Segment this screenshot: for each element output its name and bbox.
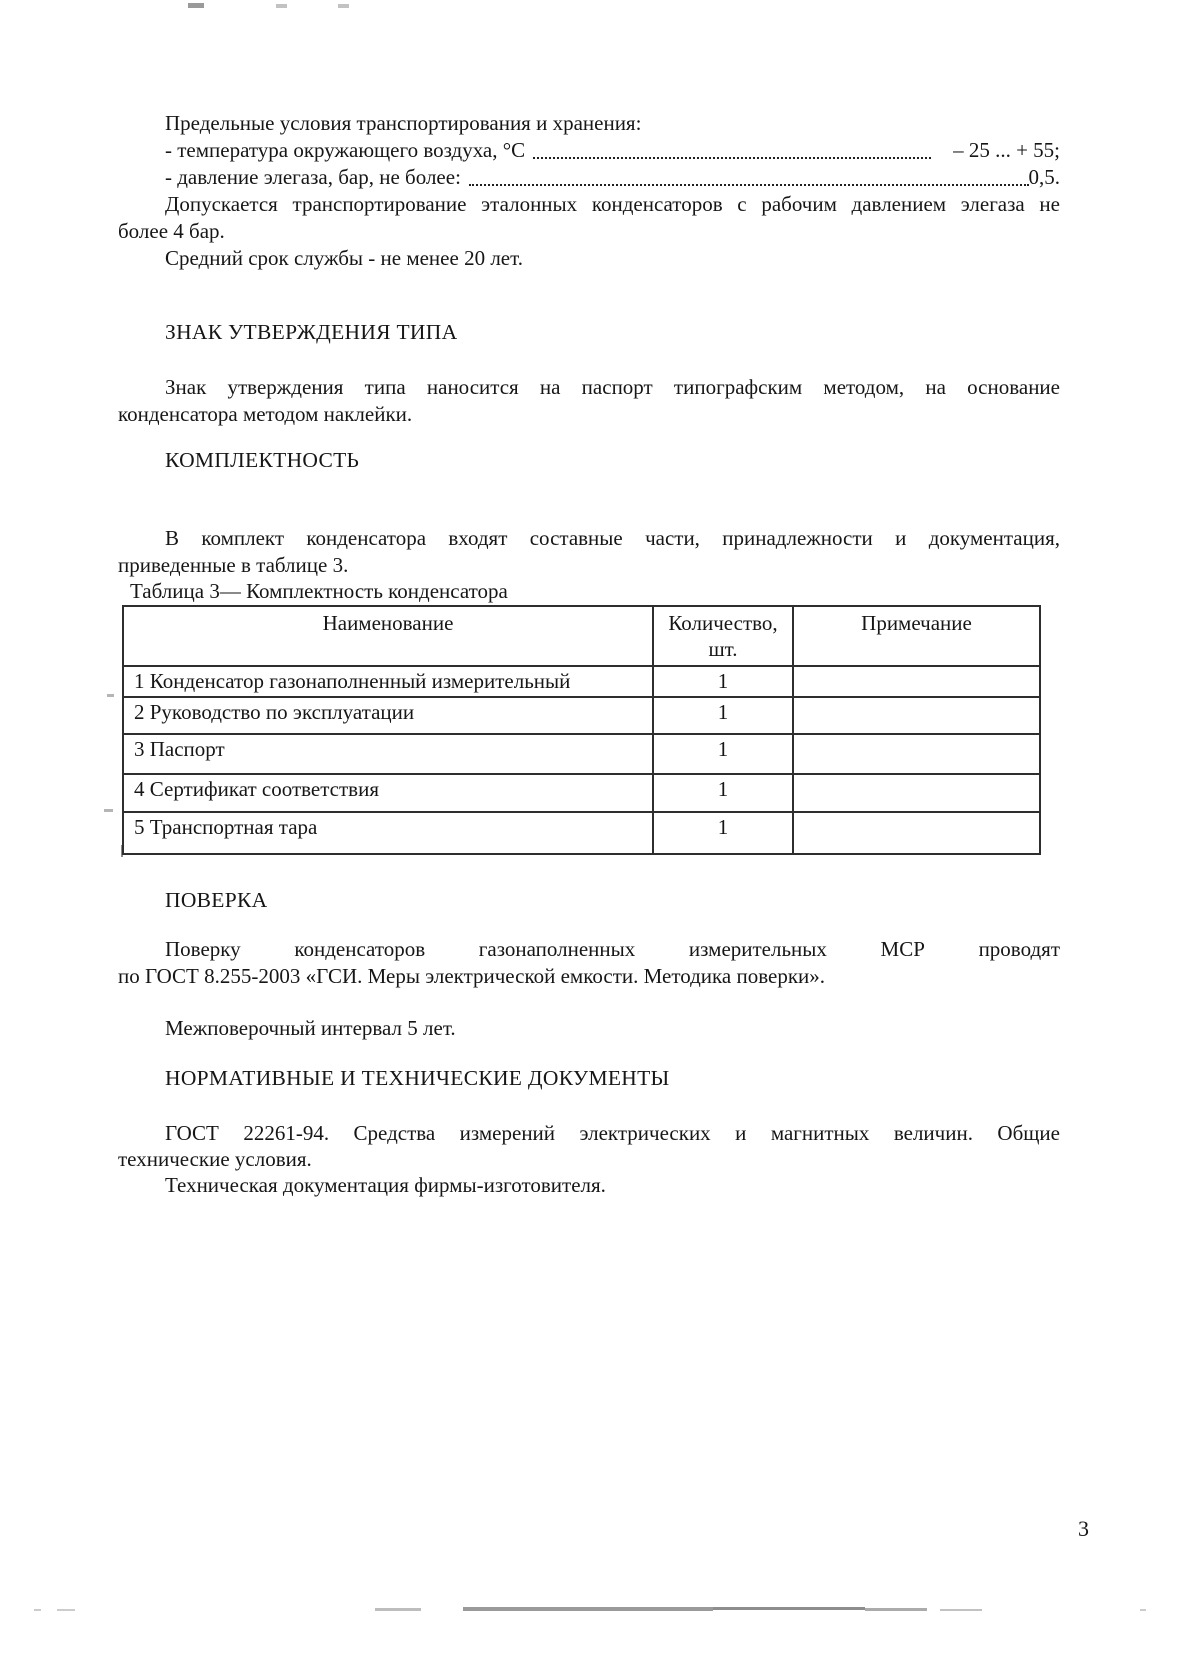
- item-name: 5 Транспортная тара: [123, 812, 653, 854]
- item-name: 4 Сертификат соответствия: [123, 774, 653, 812]
- completeness-table: [122, 605, 1041, 855]
- normative-heading: НОРМАТИВНЫЕ И ТЕХНИЧЕСКИЕ ДОКУМЕНТЫ: [165, 1066, 670, 1090]
- verification-paragraph: [118, 936, 1060, 990]
- column-header-quantity-line1: Количество,: [668, 611, 778, 635]
- temperature-label: - температура окружающего воздуха, °С: [165, 138, 526, 162]
- page-number: 3: [1078, 1516, 1089, 1541]
- dot-leader: [533, 157, 931, 159]
- normative-paragraph: [118, 1120, 1060, 1198]
- transport-permission-line1: Допускается транспортирование эталонных конденсаторов с рабочим давлением элегаза не: [165, 192, 1060, 216]
- verification-heading: ПОВЕРКА: [165, 888, 268, 912]
- normative-line3: Техническая документация фирмы-изготовителя.: [165, 1173, 606, 1197]
- transport-permission-line2: более 4 бар.: [118, 219, 225, 243]
- storage-conditions-title: Предельные условия транспортирования и хранения:: [165, 111, 642, 135]
- column-header-quantity-line2: шт.: [708, 637, 738, 661]
- item-note: [793, 734, 1040, 774]
- scan-artifact: [104, 809, 113, 812]
- verification-interval-line: Межповерочный интервал 5 лет.: [165, 1016, 456, 1040]
- item-quantity: 1: [653, 774, 793, 812]
- scan-artifact: [865, 1608, 927, 1611]
- dot-leader: [469, 184, 1029, 186]
- type-approval-heading: ЗНАК УТВЕРЖДЕНИЯ ТИПА: [165, 320, 458, 344]
- verification-line2: по ГОСТ 8.255-2003 «ГСИ. Меры электрической емкости. Методика поверки».: [118, 964, 826, 988]
- item-note: [793, 812, 1040, 854]
- item-quantity: 1: [653, 697, 793, 734]
- table-row: [123, 812, 1040, 854]
- completeness-paragraph: [118, 525, 1060, 579]
- item-note: [793, 697, 1040, 734]
- completeness-heading: КОМПЛЕКТНОСТЬ: [165, 448, 360, 472]
- temperature-value: – 25 ... + 55;: [953, 138, 1060, 162]
- pressure-value: 0,5.: [1028, 165, 1060, 189]
- table-caption: Таблица 3— Комплектность конденсатора: [130, 579, 508, 603]
- normative-line1: ГОСТ 22261-94. Средства измерений электрических и магнитных величин. Общие: [165, 1121, 1060, 1145]
- table-row: [123, 666, 1040, 697]
- scan-artifact: [463, 1607, 713, 1611]
- document-content: [118, 0, 1060, 1198]
- column-header-quantity: [653, 606, 793, 666]
- table-header-row: [123, 606, 1040, 666]
- temperature-spec-row: [118, 137, 1060, 164]
- column-header-note: Примечание: [793, 606, 1040, 666]
- scan-artifact: [713, 1607, 865, 1610]
- table-row: [123, 774, 1040, 812]
- scan-artifact: [375, 1608, 421, 1611]
- type-approval-line1: Знак утверждения типа наносится на паспорт типографским методом, на основание: [165, 375, 1060, 399]
- item-name: 1 Конденсатор газонаполненный измерительный: [123, 666, 653, 697]
- table-row: [123, 734, 1040, 774]
- pressure-spec-row: [118, 164, 1060, 191]
- table-row: [123, 697, 1040, 734]
- normative-line2: технические условия.: [118, 1147, 312, 1171]
- scan-artifact: [34, 1609, 41, 1611]
- item-name: 3 Паспорт: [123, 734, 653, 774]
- verification-line1: Поверку конденсаторов газонаполненных измерительных МСР проводят: [165, 937, 1060, 961]
- item-quantity: 1: [653, 666, 793, 697]
- type-approval-paragraph: [118, 374, 1060, 428]
- service-life-line: Средний срок службы - не менее 20 лет.: [165, 246, 523, 270]
- scan-artifact: [1140, 1609, 1146, 1611]
- scan-artifact: [57, 1609, 75, 1611]
- type-approval-line2: конденсатора методом наклейки.: [118, 402, 413, 426]
- completeness-line2: приведенные в таблице 3.: [118, 553, 349, 577]
- scan-artifact: [940, 1609, 982, 1611]
- item-quantity: 1: [653, 812, 793, 854]
- item-name: 2 Руководство по эксплуатации: [123, 697, 653, 734]
- item-note: [793, 666, 1040, 697]
- completeness-line1: В комплект конденсатора входят составные части, принадлежности и документация,: [165, 526, 1060, 550]
- scan-artifact: [107, 694, 114, 697]
- item-quantity: 1: [653, 734, 793, 774]
- pressure-label: - давление элегаза, бар, не более:: [165, 165, 461, 189]
- column-header-name: Наименование: [123, 606, 653, 666]
- item-note: [793, 774, 1040, 812]
- storage-conditions-block: [118, 110, 1060, 272]
